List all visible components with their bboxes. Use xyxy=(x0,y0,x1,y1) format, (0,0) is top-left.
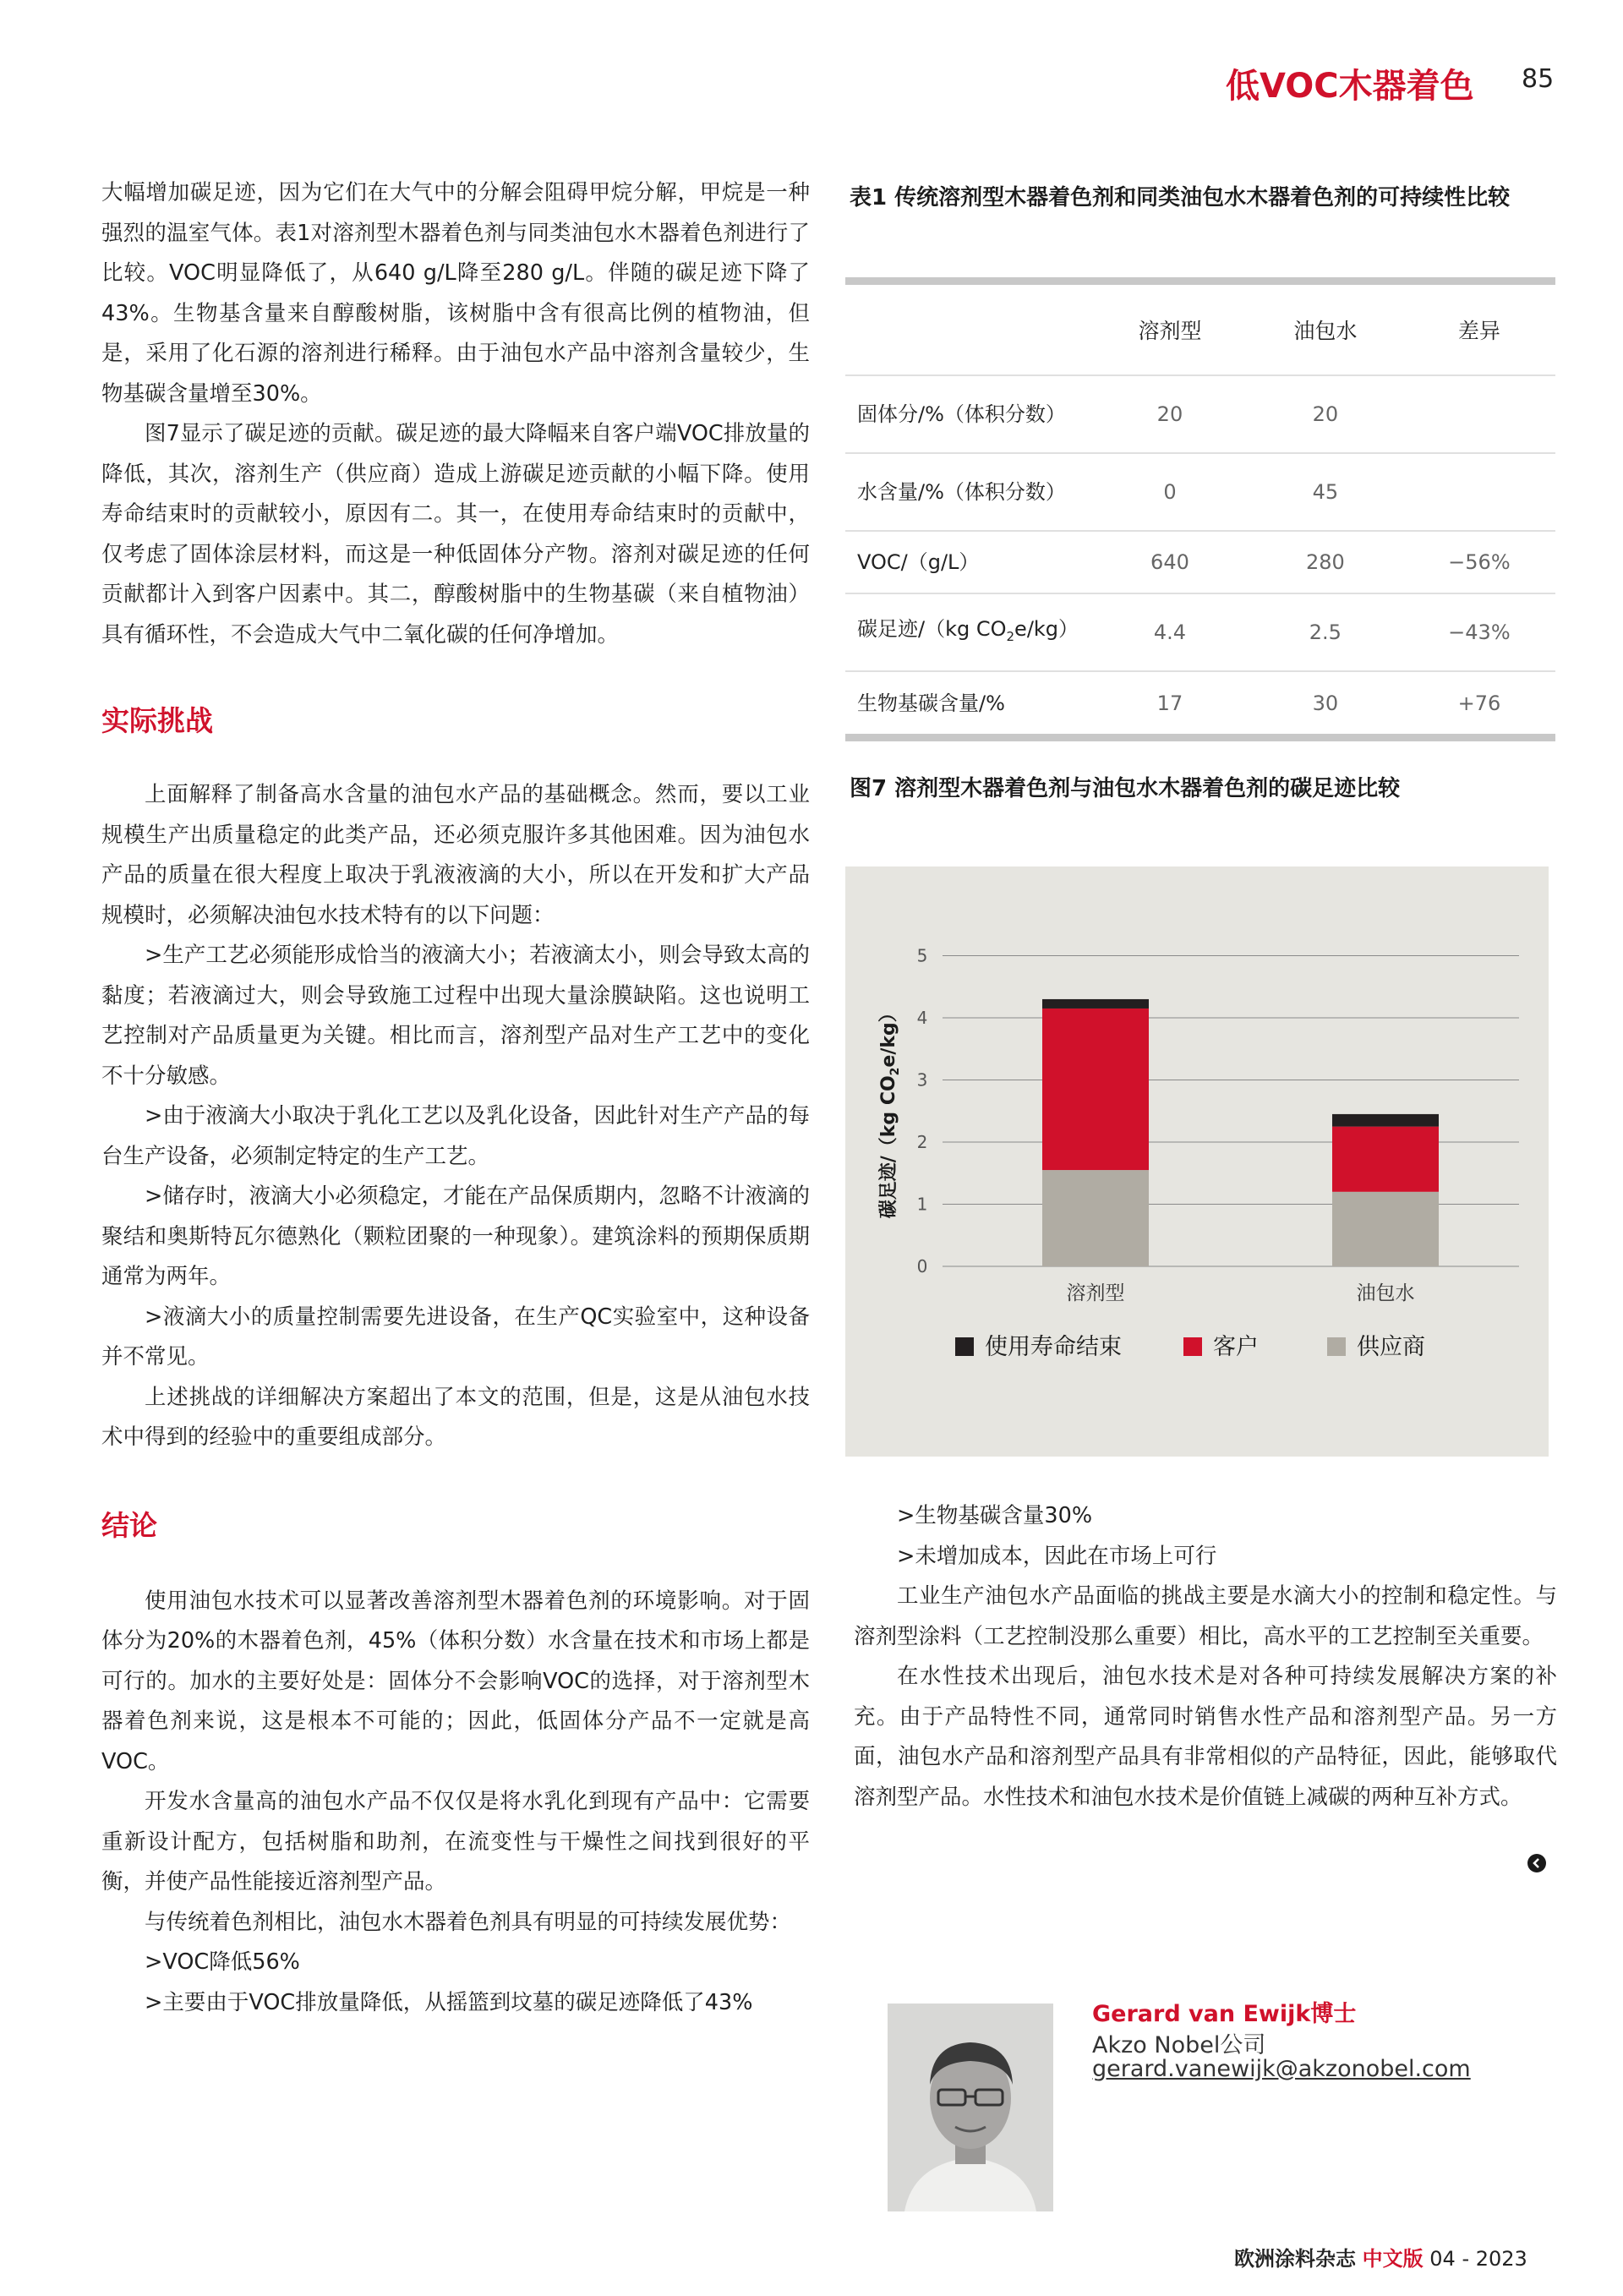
table-row xyxy=(845,531,1555,593)
table-header-cell xyxy=(845,285,1092,375)
table-cell xyxy=(1403,375,1555,453)
author-email-link[interactable]: gerard.vanewijk@akzonobel.com xyxy=(1092,2056,1471,2082)
x-tick-label: 溶剂型 xyxy=(1066,1282,1125,1304)
table-row xyxy=(845,671,1555,734)
footer-magazine: 欧洲涂料杂志 xyxy=(1234,2247,1356,2271)
bullet-item: >生物基碳含量30% xyxy=(897,1503,1093,1528)
y-tick-label: 3 xyxy=(916,1069,928,1091)
legend-label: 供应商 xyxy=(1357,1334,1425,1360)
y-axis-label: 碳足迹/（kg $CO_2e/kg$） xyxy=(878,1003,902,1219)
sustainability-table xyxy=(845,277,1555,741)
paragraph: 开发水含量高的油包水产品不仅仅是将水乳化到现有产品中：它需要重新设计配方，包括树脂和助剂，在流变性与干燥性之间找到很好的平衡，并使产品性能接近溶剂型产品。 xyxy=(101,1789,810,1894)
section-heading-conclusion: 结论 xyxy=(101,1508,157,1542)
page-header-title: 低VOC木器着色 xyxy=(1226,67,1474,106)
bullet-item: >未增加成本，因此在市场上可行 xyxy=(897,1543,1217,1569)
page-number: 85 xyxy=(1522,64,1555,94)
legend-swatch xyxy=(1327,1337,1346,1356)
bullet-item: >储存时，液滴大小必须稳定，才能在产品保质期内，忽略不计液滴的聚结和奥斯特瓦尔德熟化（颗粒团聚的一种现象）。建筑涂料的预期保质期通常为两年。 xyxy=(101,1184,810,1289)
table-cell-label: 水含量/%（体积分数） xyxy=(845,453,1092,531)
table-cell: 640 xyxy=(1092,531,1248,593)
table-row xyxy=(845,453,1555,531)
legend-swatch xyxy=(955,1337,974,1356)
y-tick-label: 5 xyxy=(916,945,928,966)
table-cell: 280 xyxy=(1248,531,1403,593)
table-row xyxy=(845,593,1555,671)
y-tick-label: 2 xyxy=(916,1132,928,1152)
bar-segment xyxy=(1332,1127,1439,1192)
paragraph: 大幅增加碳足迹，因为它们在大气中的分解会阻碍甲烷分解，甲烷是一种强烈的温室气体。表1对溶剂型木器着色剂与同类油包水木器着色剂进行了比较。VOC明显降低了，从640 g/L降至280 g/L。伴随的碳足迹下降了43%。生物基含量来自醇酸树脂，该树脂中含有很高比例的植物油，但是，采用了化石源的溶剂进行稀释。由于油包水产品中溶剂含量较少，生物基碳含量增至30%。 xyxy=(101,180,810,407)
paragraph: 与传统着色剂相比，油包水木器着色剂具有明显的可持续发展优势： xyxy=(145,1909,792,1935)
table-cell: 45 xyxy=(1248,453,1403,531)
paragraph: 使用油包水技术可以显著改善溶剂型木器着色剂的环境影响。对于固体分为20%的木器着色剂，45%（体积分数）水含量在技术和市场上都是可行的。加水的主要好处是：固体分不会影响VOC的选择，对于溶剂型木器着色剂来说，这是根本不可能的；因此，低固体分产品不一定就是高VOC。 xyxy=(101,1588,810,1774)
table-cell-label: 碳足迹/（kg $CO_2e/kg$） xyxy=(845,593,1092,671)
bar-segment xyxy=(1042,999,1149,1009)
page-footer xyxy=(1234,2242,1527,2271)
table-header-cell: 差异 xyxy=(1457,319,1500,343)
y-tick-label: 4 xyxy=(916,1008,928,1028)
paragraph: 图7显示了碳足迹的贡献。碳足迹的最大降幅来自客户端VOC排放量的降低，其次，溶剂生产（供应商）造成上游碳足迹贡献的小幅下降。使用寿命结束时的贡献较小，原因有二。其一，在使用寿命结束时的贡献中，仅考虑了固体涂层材料，而这是一种低固体分产物。溶剂对碳足迹的任何贡献都计入到客户因素中。其二，醇酸树脂中的生物基碳（来自植物油）具有循环性，不会造成大气中二氧化碳的任何净增加。 xyxy=(101,421,810,648)
bullet-item: >生产工艺必须能形成恰当的液滴大小；若液滴太小，则会导致太高的黏度；若液滴过大，则会导致施工过程中出现大量涂膜缺陷。这也说明工艺控制对产品质量更为关键。相比而言，溶剂型产品对生产工艺中的变化不十分敏感。 xyxy=(101,943,810,1089)
bullet-item: >主要由于VOC排放量降低，从摇篮到坟墓的碳足迹降低了43% xyxy=(145,1989,753,2015)
footer-edition: 中文版 xyxy=(1362,2247,1424,2271)
bullet-item: >液滴大小的质量控制需要先进设备，在生产QC实验室中，这种设备并不常见。 xyxy=(101,1304,810,1369)
section-heading-challenge: 实际挑战 xyxy=(101,704,213,737)
legend-label: 客户 xyxy=(1213,1334,1259,1360)
paragraph: 工业生产油包水产品面临的挑战主要是水滴大小的控制和稳定性。与溶剂型涂料（工艺控制没那么重要）相比，高水平的工艺控制至关重要。 xyxy=(854,1583,1557,1649)
bar-segment xyxy=(1042,1170,1149,1266)
y-tick-label: 0 xyxy=(916,1256,928,1276)
legend-label: 使用寿命结束 xyxy=(985,1334,1122,1360)
table-cell-label: VOC/（g/L） xyxy=(845,531,1092,593)
table-row xyxy=(845,375,1555,453)
legend-swatch xyxy=(1183,1337,1202,1356)
table-header-cell: 油包水 xyxy=(1293,319,1358,343)
bullet-item: >VOC降低56% xyxy=(145,1949,300,1975)
footer-issue: 04 - 2023 xyxy=(1429,2247,1527,2271)
right-column xyxy=(854,1496,1557,1818)
bullet-item: >由于液滴大小取决于乳化工艺以及乳化设备，因此针对生产产品的每台生产设备，必须制定特定的生产工艺。 xyxy=(101,1103,810,1169)
table-cell-label: 固体分/%（体积分数） xyxy=(845,375,1092,453)
paragraph: 在水性技术出现后，油包水技术是对各种可持续发展解决方案的补充。由于产品特性不同，通常同时销售水性产品和溶剂型产品。另一方面，油包水产品和溶剂型产品具有非常相似的产品特征，因此，能够取代溶剂型产品。水性技术和油包水技术是价值链上减碳的两种互补方式。 xyxy=(854,1664,1557,1810)
table-cell: −43% xyxy=(1403,593,1555,671)
table-cell: 2.5 xyxy=(1248,593,1403,671)
table-cell: −56% xyxy=(1403,531,1555,593)
table-cell: 20 xyxy=(1092,375,1248,453)
chart-svg xyxy=(845,866,1549,1457)
y-tick-label: 1 xyxy=(916,1194,928,1215)
bar-segment xyxy=(1042,1009,1149,1170)
paragraph: 上面解释了制备高水含量的油包水产品的基础概念。然而，要以工业规模生产出质量稳定的此类产品，还必须克服许多其他困难。因为油包水产品的质量在很大程度上取决于乳液液滴的大小，所以在开发和扩大产品规模时，必须解决油包水技术特有的以下问题： xyxy=(101,782,810,928)
x-tick-label: 油包水 xyxy=(1356,1282,1415,1304)
table-cell: 20 xyxy=(1248,375,1403,453)
table-caption: 表1 传统溶剂型木器着色剂和同类油包水木器着色剂的可持续性比较 xyxy=(850,185,1511,210)
author-organization: Akzo Nobel公司 xyxy=(1092,2032,1266,2058)
table-cell: 30 xyxy=(1248,671,1403,734)
author-photo xyxy=(888,2004,1053,2211)
table-cell: +76 xyxy=(1403,671,1555,734)
bar-segment xyxy=(1332,1114,1439,1127)
bar-segment xyxy=(1332,1192,1439,1266)
paragraph: 上述挑战的详细解决方案超出了本文的范围，但是，这是从油包水技术中得到的经验中的重要组成部分。 xyxy=(101,1384,810,1450)
table-cell: 0 xyxy=(1092,453,1248,531)
figure-caption: 图7 溶剂型木器着色剂与油包水木器着色剂的碳足迹比较 xyxy=(850,776,1401,801)
back-arrow-icon xyxy=(1527,1854,1546,1872)
table-cell-label: 生物基碳含量/% xyxy=(845,671,1092,734)
table-cell xyxy=(1403,453,1555,531)
table-cell: 4.4 xyxy=(1092,593,1248,671)
author-name: Gerard van Ewijk博士 xyxy=(1092,2001,1357,2027)
left-column xyxy=(101,173,810,2023)
table-cell: 17 xyxy=(1092,671,1248,734)
table-header-cell: 溶剂型 xyxy=(1138,319,1202,343)
carbon-footprint-chart xyxy=(845,866,1549,1457)
